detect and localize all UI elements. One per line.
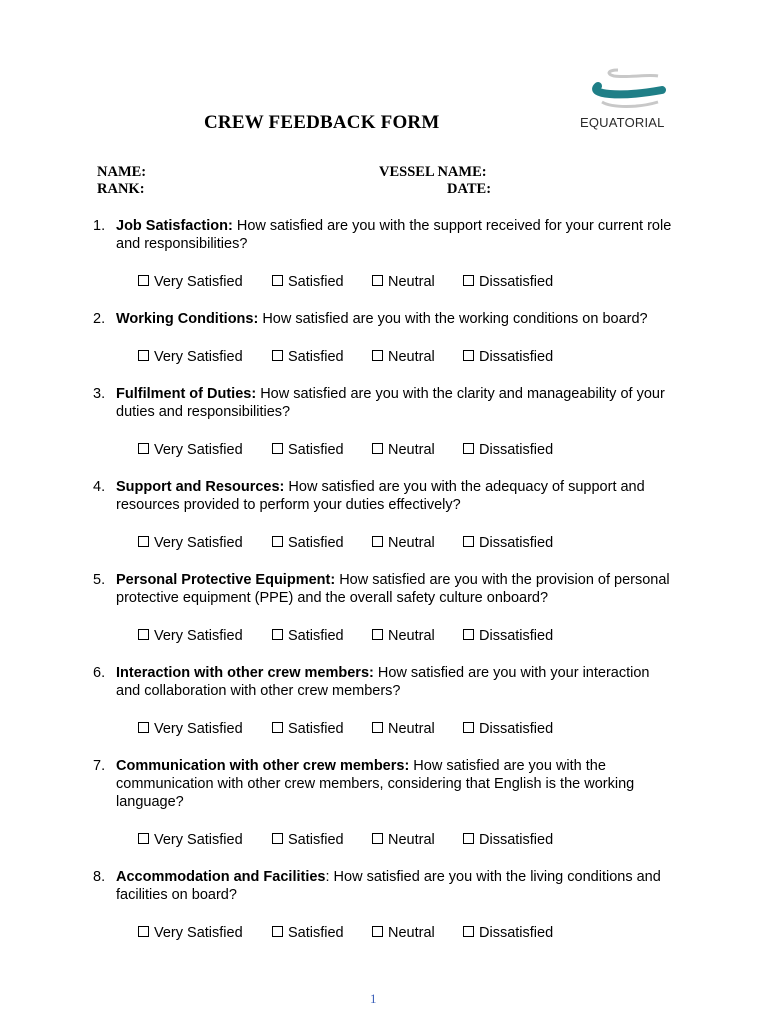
question-number: 3. xyxy=(93,386,106,402)
option-label: Neutral xyxy=(388,925,435,941)
answer-options xyxy=(138,720,768,738)
question-text xyxy=(116,385,676,421)
question-number: 6. xyxy=(93,665,106,681)
answer-option[interactable] xyxy=(138,924,272,942)
option-label: Dissatisfied xyxy=(479,628,554,644)
option-label: Neutral xyxy=(388,274,435,290)
option-label: Dissatisfied xyxy=(479,721,554,737)
checkbox-icon[interactable] xyxy=(138,722,149,733)
question-body: How satisfied are you with the communication with other crew members, considering that English is the working language? xyxy=(116,758,635,810)
answer-option[interactable] xyxy=(272,441,372,459)
option-label: Very Satisfied xyxy=(154,274,243,290)
question-body: : How satisfied are you with the living conditions and facilities on board? xyxy=(116,869,661,903)
answer-option[interactable] xyxy=(372,720,463,738)
answer-option[interactable] xyxy=(272,348,372,366)
question-text xyxy=(116,571,676,607)
option-label: Satisfied xyxy=(288,349,344,365)
date-label: DATE: xyxy=(447,181,492,197)
option-label: Satisfied xyxy=(288,535,344,551)
checkbox-icon[interactable] xyxy=(372,275,383,286)
question-body: How satisfied are you with your interaction and collaboration with other crew members? xyxy=(116,665,650,699)
checkbox-icon[interactable] xyxy=(138,275,149,286)
question-item xyxy=(0,868,768,942)
checkbox-icon[interactable] xyxy=(463,275,474,286)
answer-option[interactable] xyxy=(138,627,272,645)
question-list xyxy=(0,217,768,961)
option-label: Neutral xyxy=(388,535,435,551)
option-label: Satisfied xyxy=(288,832,344,848)
question-item xyxy=(0,571,768,645)
question-heading: Support and Resources: xyxy=(116,479,285,495)
question-text xyxy=(116,757,676,811)
question-text xyxy=(116,868,676,904)
answer-option[interactable] xyxy=(463,441,553,459)
option-label: Very Satisfied xyxy=(154,349,243,365)
question-number: 2. xyxy=(93,311,106,327)
answer-option[interactable] xyxy=(272,627,372,645)
option-label: Satisfied xyxy=(288,721,344,737)
answer-options xyxy=(138,534,768,552)
answer-option[interactable] xyxy=(463,273,553,291)
answer-option[interactable] xyxy=(372,348,463,366)
answer-option[interactable] xyxy=(272,831,372,849)
answer-option[interactable] xyxy=(272,534,372,552)
question-heading: Fulfilment of Duties: xyxy=(116,386,257,402)
checkbox-icon[interactable] xyxy=(463,536,474,547)
option-label: Satisfied xyxy=(288,628,344,644)
answer-option[interactable] xyxy=(372,534,463,552)
option-label: Very Satisfied xyxy=(154,925,243,941)
question-body: How satisfied are you with the adequacy of support and resources provided to perform your duties effectively? xyxy=(116,479,645,513)
form-title: CREW FEEDBACK FORM xyxy=(204,112,440,133)
checkbox-icon[interactable] xyxy=(272,275,283,286)
answer-option[interactable] xyxy=(138,273,272,291)
checkbox-icon[interactable] xyxy=(138,629,149,640)
checkbox-icon[interactable] xyxy=(463,722,474,733)
question-body: How satisfied are you with the working conditions on board? xyxy=(258,311,648,327)
checkbox-icon[interactable] xyxy=(272,722,283,733)
option-label: Dissatisfied xyxy=(479,535,554,551)
option-label: Very Satisfied xyxy=(154,721,243,737)
checkbox-icon[interactable] xyxy=(463,833,474,844)
checkbox-icon[interactable] xyxy=(463,926,474,937)
option-label: Neutral xyxy=(388,349,435,365)
answer-option[interactable] xyxy=(372,273,463,291)
checkbox-icon[interactable] xyxy=(272,443,283,454)
answer-option[interactable] xyxy=(138,720,272,738)
question-number: 5. xyxy=(93,572,106,588)
checkbox-icon[interactable] xyxy=(272,536,283,547)
option-label: Very Satisfied xyxy=(154,442,243,458)
question-body: How satisfied are you with the clarity and manageability of your duties and responsibilities? xyxy=(116,386,665,420)
question-item xyxy=(0,664,768,738)
question-body: How satisfied are you with the provision of personal protective equipment (PPE) and the overall safety culture onboard? xyxy=(116,572,670,606)
answer-options xyxy=(138,348,768,366)
answer-option[interactable] xyxy=(372,924,463,942)
answer-option[interactable] xyxy=(463,348,553,366)
company-logo xyxy=(580,64,680,134)
option-label: Dissatisfied xyxy=(479,832,554,848)
question-heading: Communication with other crew members: xyxy=(116,758,410,774)
answer-option[interactable] xyxy=(463,534,553,552)
question-item xyxy=(0,310,768,366)
answer-option[interactable] xyxy=(372,831,463,849)
question-item xyxy=(0,757,768,849)
question-number: 7. xyxy=(93,758,106,774)
checkbox-icon[interactable] xyxy=(272,926,283,937)
option-label: Neutral xyxy=(388,628,435,644)
question-text xyxy=(116,310,676,328)
checkbox-icon[interactable] xyxy=(272,350,283,361)
answer-option[interactable] xyxy=(272,720,372,738)
question-text xyxy=(116,478,676,514)
answer-option[interactable] xyxy=(463,627,553,645)
answer-option[interactable] xyxy=(463,924,553,942)
question-heading: Accommodation and Facilities xyxy=(116,869,326,885)
checkbox-icon[interactable] xyxy=(138,536,149,547)
option-label: Very Satisfied xyxy=(154,535,243,551)
question-number: 8. xyxy=(93,869,106,885)
question-number: 4. xyxy=(93,479,106,495)
question-heading: Job Satisfaction: xyxy=(116,218,233,234)
option-label: Dissatisfied xyxy=(479,349,554,365)
option-label: Dissatisfied xyxy=(479,442,554,458)
logo-swoosh-icon xyxy=(588,64,668,114)
option-label: Satisfied xyxy=(288,274,344,290)
option-label: Satisfied xyxy=(288,442,344,458)
answer-options xyxy=(138,441,768,459)
option-label: Satisfied xyxy=(288,925,344,941)
answer-option[interactable] xyxy=(272,273,372,291)
question-text xyxy=(116,664,676,700)
checkbox-icon[interactable] xyxy=(372,926,383,937)
checkbox-icon[interactable] xyxy=(272,833,283,844)
question-heading: Working Conditions: xyxy=(116,311,259,327)
checkbox-icon[interactable] xyxy=(372,833,383,844)
name-label: NAME: xyxy=(97,164,147,180)
answer-option[interactable] xyxy=(138,831,272,849)
option-label: Dissatisfied xyxy=(479,274,554,290)
option-label: Neutral xyxy=(388,442,435,458)
answer-option[interactable] xyxy=(372,627,463,645)
answer-options xyxy=(138,924,768,942)
question-item xyxy=(0,478,768,552)
checkbox-icon[interactable] xyxy=(272,629,283,640)
option-label: Neutral xyxy=(388,832,435,848)
page-number: 1 xyxy=(370,991,377,1006)
question-body: How satisfied are you with the support received for your current role and responsibilities? xyxy=(116,218,672,252)
checkbox-icon[interactable] xyxy=(372,536,383,547)
checkbox-icon[interactable] xyxy=(463,443,474,454)
question-text xyxy=(116,217,676,253)
question-heading: Personal Protective Equipment: xyxy=(116,572,336,588)
vessel-name-label: VESSEL NAME: xyxy=(379,164,487,180)
answer-options xyxy=(138,831,768,849)
checkbox-icon[interactable] xyxy=(138,350,149,361)
answer-option[interactable] xyxy=(272,924,372,942)
answer-options xyxy=(138,273,768,291)
question-item xyxy=(0,385,768,459)
answer-options xyxy=(138,627,768,645)
answer-option[interactable] xyxy=(138,348,272,366)
question-item xyxy=(0,217,768,291)
rank-label: RANK: xyxy=(97,181,145,197)
option-label: Dissatisfied xyxy=(479,925,554,941)
checkbox-icon[interactable] xyxy=(372,722,383,733)
answer-option[interactable] xyxy=(463,720,553,738)
question-number: 1. xyxy=(93,218,106,234)
checkbox-icon[interactable] xyxy=(372,443,383,454)
checkbox-icon[interactable] xyxy=(372,629,383,640)
question-heading: Interaction with other crew members: xyxy=(116,665,374,681)
answer-option[interactable] xyxy=(138,534,272,552)
answer-option[interactable] xyxy=(138,441,272,459)
option-label: Neutral xyxy=(388,721,435,737)
answer-option[interactable] xyxy=(372,441,463,459)
checkbox-icon[interactable] xyxy=(138,926,149,937)
logo-text: EQUATORIAL xyxy=(580,115,665,130)
checkbox-icon[interactable] xyxy=(138,833,149,844)
checkbox-icon[interactable] xyxy=(372,350,383,361)
checkbox-icon[interactable] xyxy=(138,443,149,454)
checkbox-icon[interactable] xyxy=(463,629,474,640)
option-label: Very Satisfied xyxy=(154,832,243,848)
answer-option[interactable] xyxy=(463,831,553,849)
option-label: Very Satisfied xyxy=(154,628,243,644)
checkbox-icon[interactable] xyxy=(463,350,474,361)
